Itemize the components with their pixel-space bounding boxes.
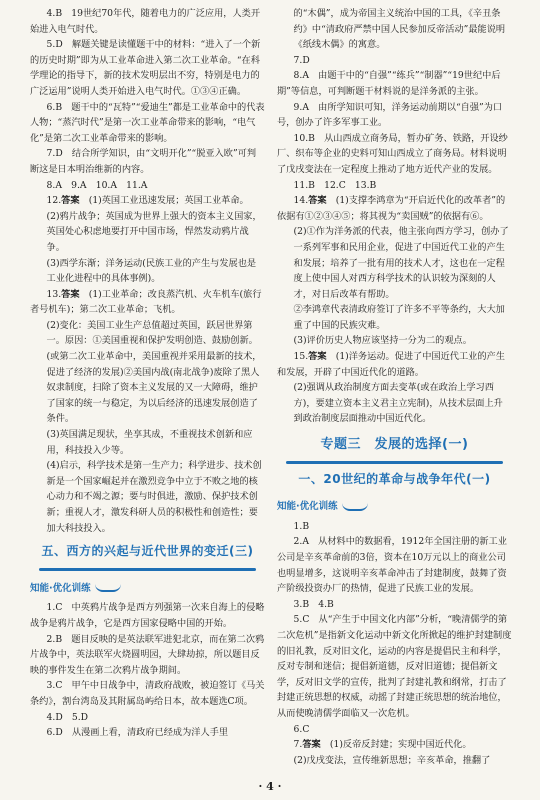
- answer-paragraph: 6.D 从漫画上看，清政府已经成为洋人手里: [46, 727, 229, 739]
- answer-paragraph: 7.答案 (1)反帝反封建；实现中国近代化。: [293, 739, 472, 751]
- answer-paragraph: 6.C: [293, 723, 310, 735]
- answer-paragraph: 13.答案 (1)工业革命；改良蒸汽机、火车机车(旅行者号机车)；第二次工业革命；飞机。: [30, 288, 262, 316]
- sub-tag-label: 知能·优化训练: [30, 582, 91, 594]
- answer-paragraph: (2)戊戌变法，宣传维新思想；辛亥革命，推翻了: [293, 754, 491, 766]
- answer-paragraph: 9.A 由所学知识可知，洋务运动前期以“自强”为口号，创办了许多军事工业。: [277, 101, 503, 129]
- answer-paragraph: (2)变化：美国工业生产总值超过英国，跃居世界第一。原因：①美国重视和保护发明创造、鼓励创新。(或第二次工业革命中，美国重视并采用最新的技术，促进了经济的发展)②美国内战(南北战争)废除了黑人奴隶制度，扫除了资本主义发展的又一大障碍，维护了国家的统一与稳定，为以后经济的迅速发展创造了条件。: [46, 319, 262, 425]
- right-column: [277, 6, 512, 768]
- answer-paragraph: 3.C 甲午中日战争中，清政府战败，被迫签订《马关条约》，割台湾岛及其附属岛屿给日本，故本题选C项。: [30, 680, 265, 707]
- answer-paragraph: (3)英国满足现状，坐享其成，不重视技术创新和应用，科技投入少等。: [46, 429, 253, 456]
- answer-paragraph: 3.B 4.B: [293, 598, 334, 610]
- knowledge-training-tag-right: [277, 499, 368, 515]
- answer-paragraph: 12.答案 (1)英国工业迅速发展；英国工业革命。: [46, 195, 249, 207]
- answer-paragraph: 8.A 9.A 10.A 11.A: [46, 179, 148, 191]
- answer-paragraph: 15.答案 (1)洋务运动。促进了中国近代工业的产生和发展，开辟了中国近代化的道路。: [277, 351, 505, 378]
- left-answers-top: [30, 6, 265, 536]
- answer-paragraph: 5.C 从“产生于中国文化内部”分析，“晚清儒学的第二次危机”是指新文化运动中新文化所掀起的维护封建制度的旧礼教，反对旧文化，运动的内容是提倡民主和科学，反对专制和迷信；提倡新道德，反对旧道德；提倡新文学，反对旧文学的宣传，批判了封建礼教和纲常，打击了封建正统思想的权威，动摇了封建正统思想的统治地位，从而使晚清儒学面临又一次危机。: [277, 614, 512, 719]
- answer-paragraph: 5.D 解题关键是读懂题干中的材料：“进入了一个新的历史时期”即为从工业革命进入第二次工业革命。“在科学理论的指导下，新的技术发明层出不穷，特别是电力的广泛运用”说明人类开始进入电气时代。①③④正确。: [30, 39, 261, 97]
- answer-label: 答案: [61, 195, 80, 207]
- answer-paragraph: (3)评价历史人物应该坚持一分为二的观点。: [293, 335, 472, 347]
- answer-paragraph: 2.A 从材料中的数据看，1912年全国注册的新工业公司是辛亥革命前的3倍，资本在10万元以上的商业公司也明显增多，这说明辛亥革命冲击了封建制度，鼓舞了资产阶级投资办厂的热情，促进了民族工业的发展。: [277, 536, 507, 595]
- answer-paragraph: (2)①作为洋务派的代表，他主张向西方学习，创办了一系列军事和民用企业，促进了中国近代工业的产生和发展；培养了一批有用的技术人才，这也在一定程度上使中国人对西方科学技术的认识较为深刻的人才，对日后改革有帮助。: [293, 226, 509, 300]
- answer-label: 答案: [308, 351, 327, 363]
- answer-paragraph: 7.D: [293, 54, 310, 66]
- answer-paragraph: 4.B 19世纪70年代，随着电力的广泛应用，人类开始进入电气时代。: [30, 8, 261, 35]
- column-gutter: [269, 6, 270, 771]
- answer-paragraph: 1.B: [293, 520, 310, 532]
- tag-swoosh-icon: [95, 584, 121, 592]
- answer-paragraph: 2.B 题目反映的是英法联军进犯北京，而在第二次鸦片战争中，英法联军火烧圆明园，大肆劫掠，所以题目反映的事件发生在第二次鸦片战争期间。: [30, 633, 265, 676]
- answer-paragraph: (2)鸦片战争；英国成为世界上强大的资本主义国家，英国处心积虑地要打开中国市场，悍然发动鸦片战争。: [46, 210, 262, 253]
- right-answers-bottom: [277, 519, 512, 769]
- answer-paragraph: (3)西学东渐；洋务运动(民族工业的产生与发展也是工业化进程中的具体事例)。: [46, 257, 257, 285]
- answer-label: 答案: [302, 739, 321, 751]
- topic-title-bar: [286, 461, 502, 464]
- answer-paragraph: (4)启示，科学技术是第一生产力；科学进步、技术创新是一个国家崛起并在激烈竞争中立于不败之地的核心动力和不竭之源；要与时俱进，激励、保护技术创新；重视人才，激发科研人员的积极性和创造性；要加大科技投入。: [46, 460, 262, 534]
- answer-paragraph: 的“木偶”，成为帝国主义统治中国的工具，《辛丑条约》中“清政府严禁中国人民参加反帝活动”最能说明《纸线木偶》的寓意。: [293, 8, 506, 51]
- answer-paragraph: 10.B 从山西成立商务局，暂办矿务、铁路，开设纱厂、织布等企业的史料可知山西成立了商务局。材料说明了戊戌变法在一定程度上推动了地方近代产业的发展。: [277, 132, 508, 175]
- left-column: [30, 6, 265, 741]
- answer-paragraph: 8.A 由题干中的“自强”“练兵”“制器”“19世纪中后期”等信息，可判断题干材料说的是洋务派的主张。: [277, 70, 501, 97]
- answer-paragraph: 1.C 中英鸦片战争是西方列强第一次来自海上的侵略战争是鸦片战争，它是西方国家侵略中国的开始。: [30, 602, 265, 629]
- tag-swoosh-icon: [342, 503, 368, 511]
- answer-label: 答案: [308, 195, 327, 207]
- sub-tag-label-right: 知能·优化训练: [277, 501, 338, 513]
- answer-label: 答案: [61, 288, 80, 300]
- lesson-title: 一、20世纪的革命与战争年代(一): [298, 471, 491, 486]
- answer-paragraph: ②李鸿章代表清政府签订了许多不平等条约，大大加重了中国的民族灾难。: [293, 304, 505, 331]
- answer-paragraph: 6.B 题干中的“瓦特”“爱迪生”都是工业革命中的代表人物；“蒸汽时代”是第一次工业革命带来的影响，“电气化”是第二次工业革命带来的影响。: [30, 101, 265, 144]
- topic-three-title: 专题三 发展的选择(一): [320, 437, 469, 453]
- answer-paragraph: 14.答案 (1)支撑李鸿章为“开启近代化的改革者”的依据有①②③④⑤；将其视为“卖国贼”的依据有⑥。: [277, 195, 506, 222]
- answer-paragraph: 7.D 结合所学知识，由“文明开化”“脱亚入欧”可判断这是日本明治维新的内容。: [30, 148, 257, 175]
- section-title-five: 五、西方的兴起与近代世界的变迁(三): [41, 544, 254, 559]
- answer-paragraph: (2)强调从政治制度方面去变革(或在政治上学习西方)，要建立资本主义君主立宪制)，从技术层面上升到政治制度层面推动中国近代化。: [293, 382, 503, 425]
- section-title-bar: [39, 568, 255, 571]
- right-answers-top: [277, 6, 512, 427]
- answer-paragraph: 4.D 5.D: [46, 711, 88, 723]
- answer-paragraph: 11.B 12.C 13.B: [293, 179, 377, 191]
- left-answers-bottom: [30, 600, 265, 740]
- knowledge-training-tag: [30, 581, 121, 597]
- page-number: · 4 ·: [258, 780, 282, 793]
